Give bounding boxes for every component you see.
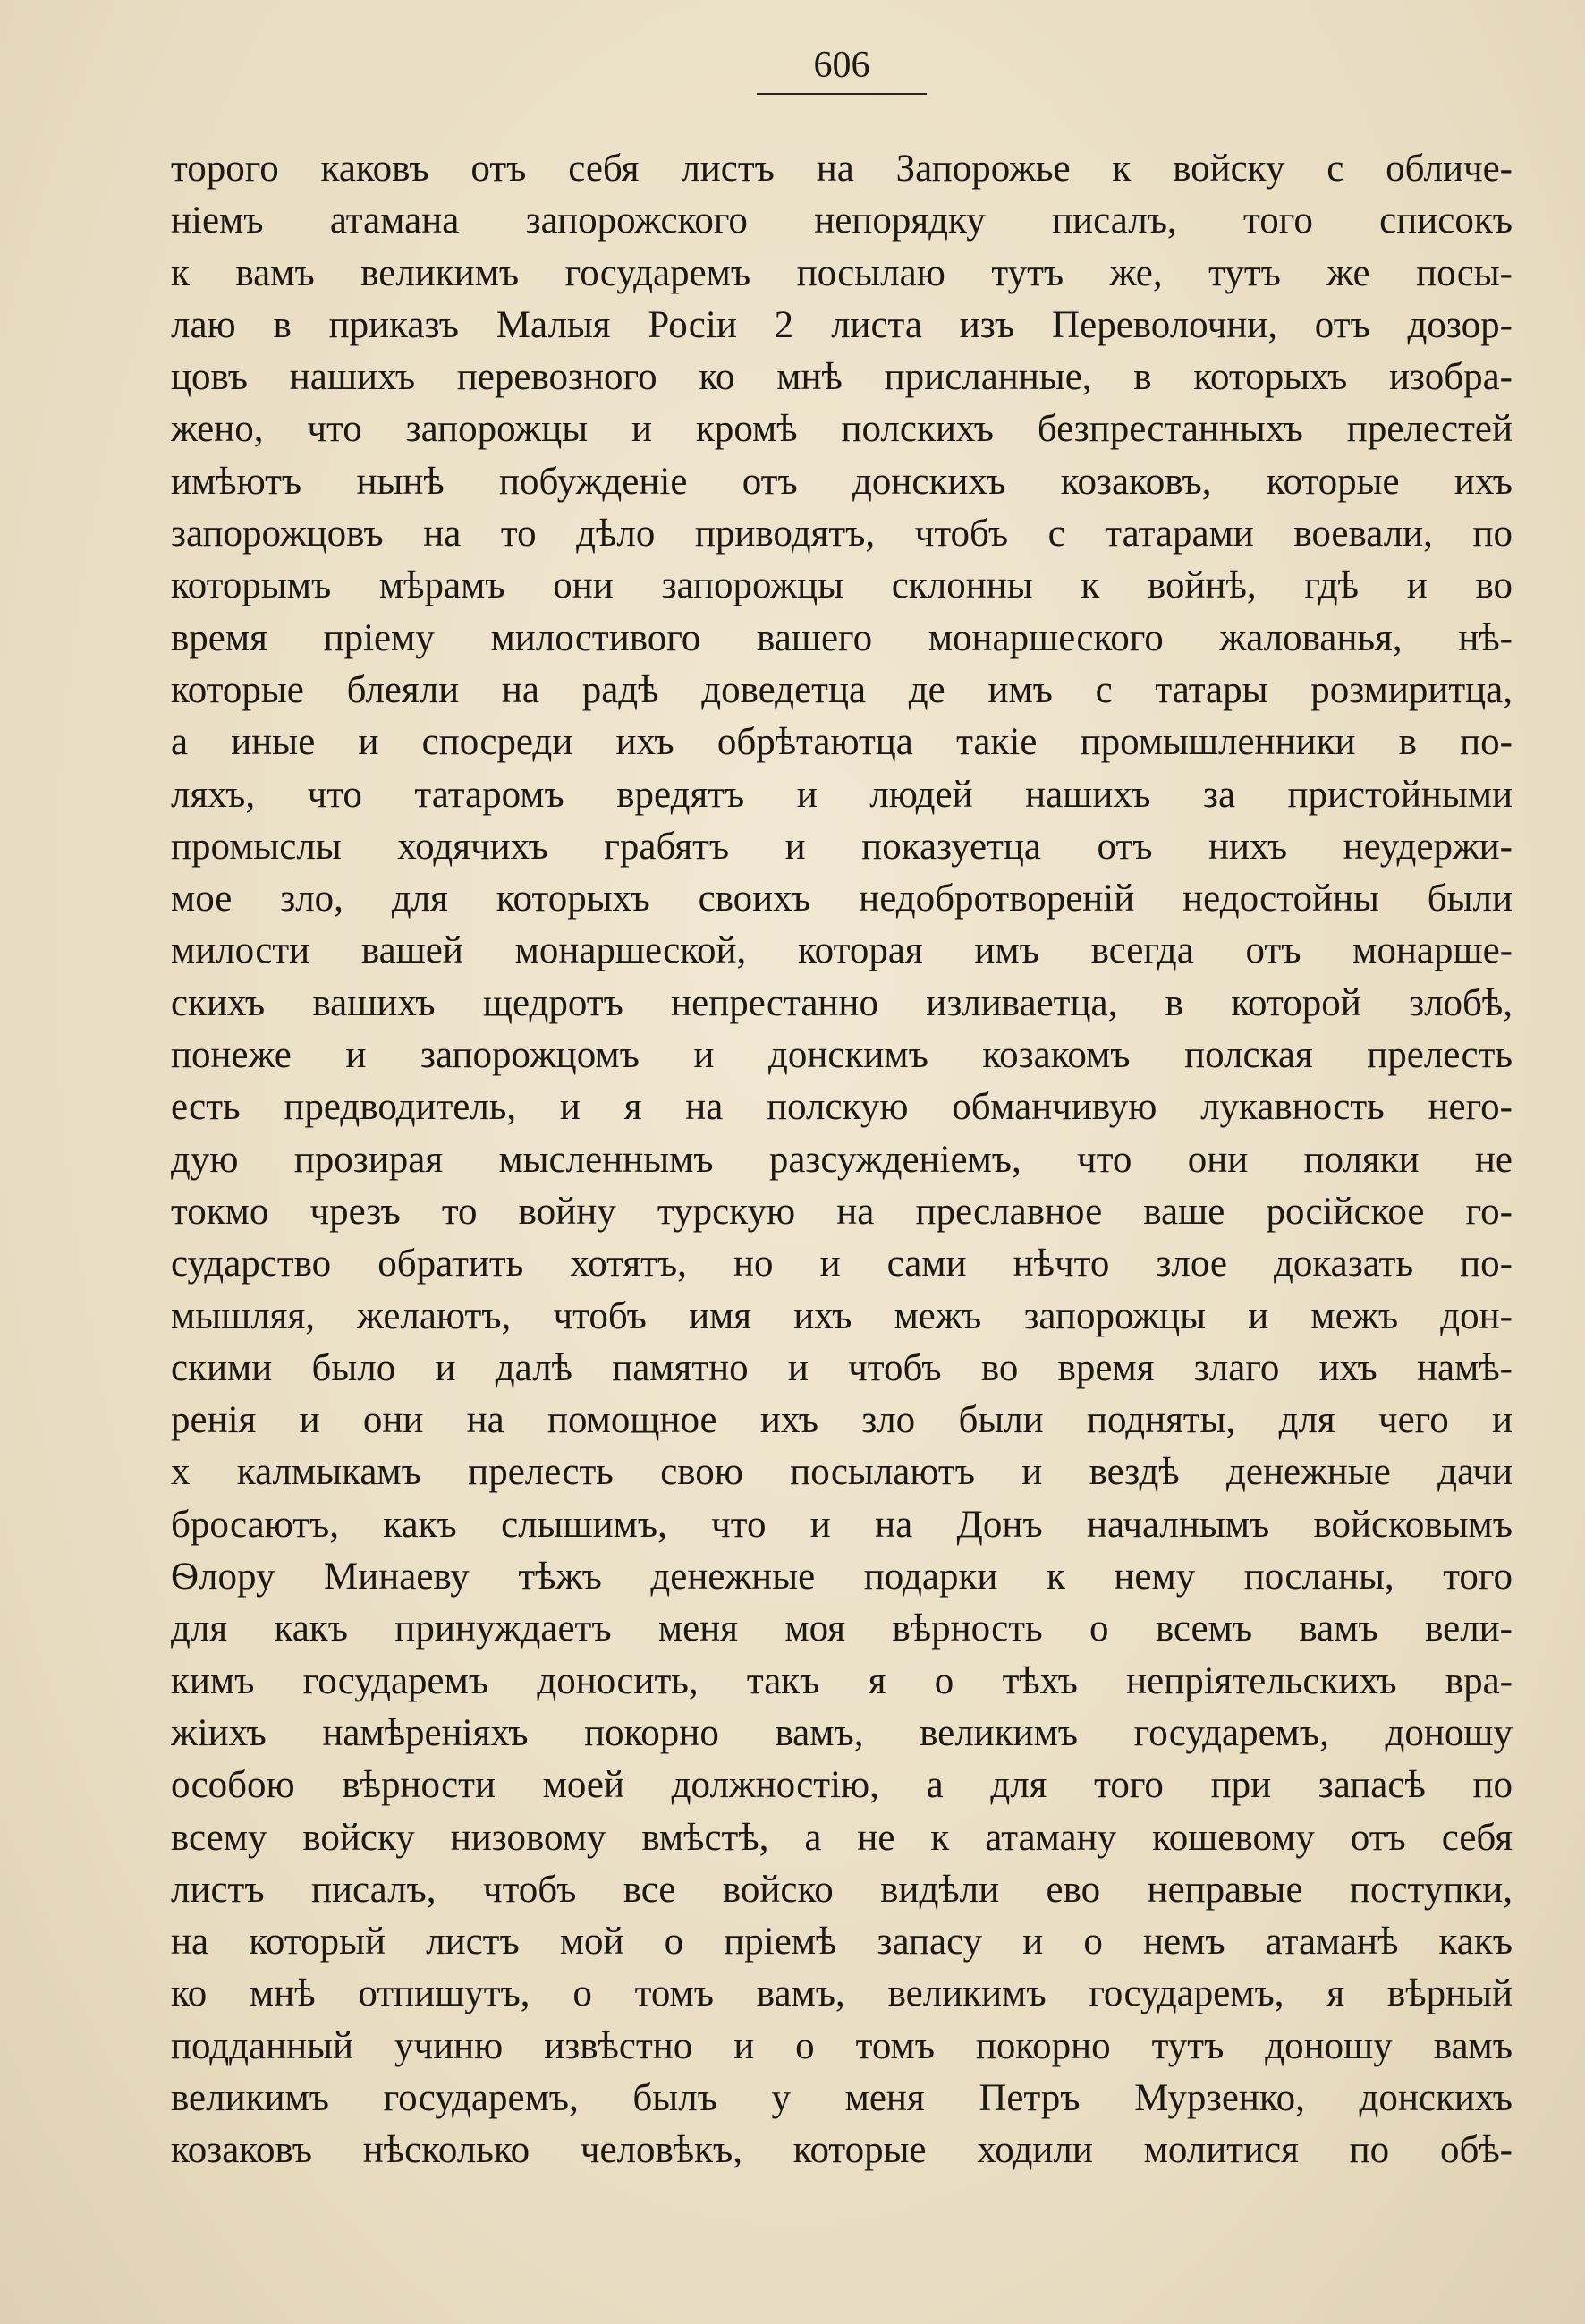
text-line: ренія и они на помощное ихъ зло были подняты, для чего и (171, 1399, 1513, 1442)
text-line: скихъ вашихъ щедротъ непрестанно изливаетца, в которой злобѣ, (171, 981, 1513, 1024)
text-line: мышляя, желаютъ, чтобъ имя ихъ межъ запорожцы и межъ дон- (171, 1294, 1513, 1337)
text-line: цовъ нашихъ перевозного ко мнѣ присланные, в которыхъ изобра- (171, 356, 1513, 399)
text-line: время пріему милостивого вашего монаршеского жалованья, нѣ- (171, 616, 1513, 659)
text-line: ко мнѣ отпишутъ, о томъ вамъ, великимъ государемъ, я вѣрный (171, 1972, 1513, 2015)
text-line: х калмыкамъ прелесть свою посылаютъ и вездѣ денежные дачи (171, 1451, 1513, 1494)
text-line: торого каковъ отъ себя листъ на Запорожье к войску с обличе- (171, 148, 1513, 190)
body-text (171, 143, 1513, 2177)
text-line: ніемъ атамана запорожского непорядку писалъ, того списокъ (171, 199, 1513, 242)
text-line: листъ писалъ, чтобъ все войско видѣли ево неправые поступки, (171, 1868, 1513, 1911)
text-line: запорожцовъ на то дѣло приводятъ, чтобъ с татарами воевали, по (171, 513, 1513, 556)
text-line: дую прозирая мысленнымъ разсужденіемъ, что они поляки не (171, 1138, 1513, 1181)
text-line: козаковъ нѣсколько человѣкъ, которые ходили молитися по обѣ- (171, 2129, 1513, 2172)
text-line: милости вашей монаршеской, которая имъ всегда отъ монарше- (171, 929, 1513, 972)
text-line: есть предводитель, и я на полскую обманчивую лукавность него- (171, 1086, 1513, 1129)
text-line: токмо чрезъ то войну турскую на преславное ваше російское го- (171, 1190, 1513, 1233)
text-line: жіихъ намѣреніяхъ покорно вамъ, великимъ государемъ, доношу (171, 1711, 1513, 1754)
page-number-rule (757, 93, 927, 95)
text-line: которымъ мѣрамъ они запорожцы склонны к войнѣ, гдѣ и во (171, 564, 1513, 607)
text-line: мое зло, для которыхъ своихъ недобротвореній недостойны были (171, 878, 1513, 920)
text-line: жено, что запорожцы и кромѣ полскихъ безпрестанныхъ прелестей (171, 408, 1513, 451)
text-line: а иные и спосреди ихъ обрѣтаютца такіе промышленники в по- (171, 721, 1513, 764)
text-line: к вамъ великимъ государемъ посылаю тутъ же, тутъ же посы- (171, 251, 1513, 294)
text-line: промыслы ходячихъ грабятъ и показуетца отъ нихъ неудержи- (171, 825, 1513, 868)
text-line: для какъ принуждаетъ меня моя вѣрность о всемъ вамъ вели- (171, 1607, 1513, 1650)
text-line: особою вѣрности моей должностію, а для того при запасѣ по (171, 1764, 1513, 1807)
text-line: которые блеяли на радѣ доведетца де имъ с татары розмиритца, (171, 668, 1513, 711)
text-line: Ѳлору Минаеву тѣжъ денежные подарки к нему посланы, того (171, 1556, 1513, 1599)
text-line: понеже и запорожцомъ и донскимъ козакомъ полская прелесть (171, 1034, 1513, 1077)
text-line: всему войску низовому вмѣстѣ, а не к атаману кошевому отъ себя (171, 1816, 1513, 1859)
text-line: ляхъ, что татаромъ вредятъ и людей нашихъ за пристойными (171, 773, 1513, 816)
text-line: скими было и далѣ памятно и чтобъ во время злаго ихъ намѣ- (171, 1346, 1513, 1389)
text-line: на который листъ мой о пріемѣ запасу и о немъ атаманѣ какъ (171, 1921, 1513, 1964)
text-line: имѣютъ нынѣ побужденіе отъ донскихъ козаковъ, которые ихъ (171, 460, 1513, 503)
text-line: бросаютъ, какъ слышимъ, что и на Донъ началнымъ войсковымъ (171, 1503, 1513, 1546)
page-number: 606 (813, 45, 870, 86)
text-line: кимъ государемъ доносить, такъ я о тѣхъ непріятельскихъ вра- (171, 1659, 1513, 1702)
text-line: великимъ государемъ, былъ у меня Петръ Мурзенко, донскихъ (171, 2076, 1513, 2119)
text-line: сударство обратить хотятъ, но и сами нѣчто злое доказать по- (171, 1243, 1513, 1285)
text-line: лаю в приказъ Малыя Росіи 2 листа изъ Переволочни, отъ дозор- (171, 303, 1513, 346)
text-line: подданный учиню извѣстно и о томъ покорно тутъ доношу вамъ (171, 2024, 1513, 2067)
